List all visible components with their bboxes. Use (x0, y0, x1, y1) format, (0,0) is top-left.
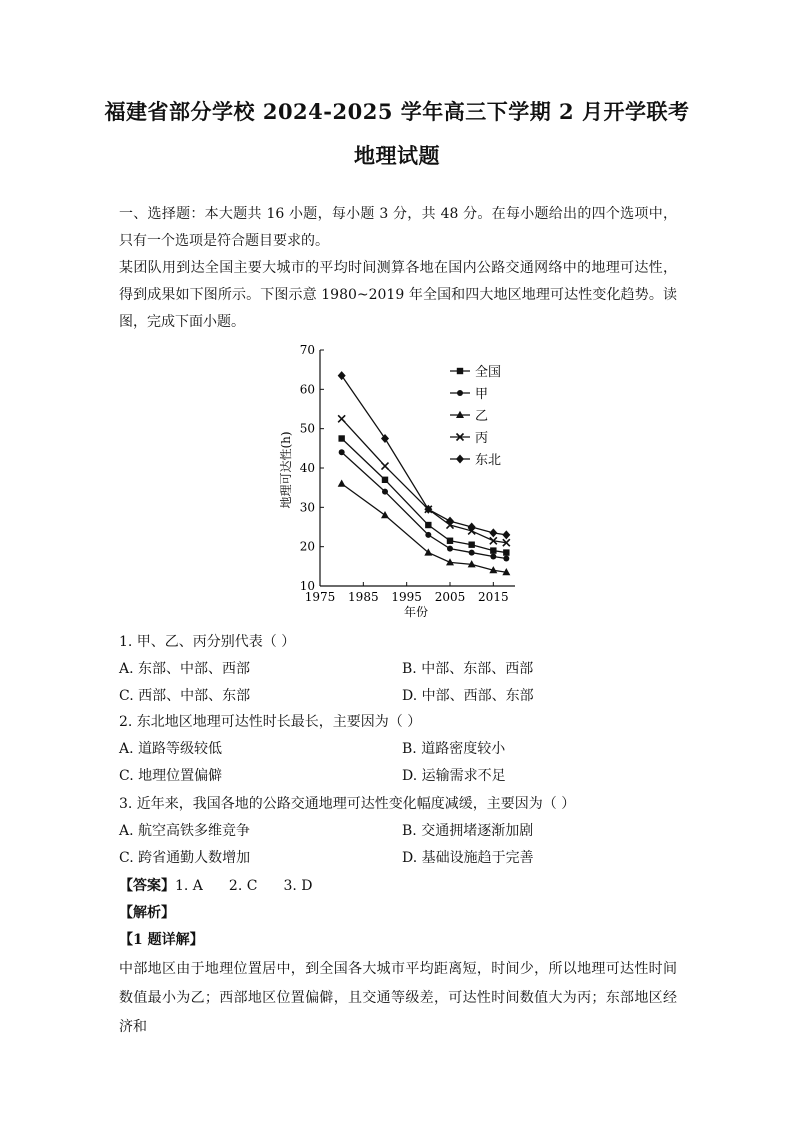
data-point-diamond (446, 517, 454, 526)
question-option: B. 交通拥堵逐渐加剧 (402, 823, 534, 839)
chart-xlabel: 年份 (403, 605, 429, 619)
data-point-square (468, 542, 474, 548)
page-title-line1: 福建省部分学校 2024-2025 学年高三下学期 2 月开学联考 (104, 99, 690, 124)
data-point-square (490, 547, 496, 553)
answer-item: 3. D (283, 878, 313, 894)
data-point-cross (338, 415, 345, 422)
x-tick-label: 2005 (434, 590, 466, 604)
page-title-line2: 地理试题 (354, 143, 440, 168)
question-stem: 2. 东北地区地理可达性时长最长，主要因为（ ） (119, 714, 422, 730)
y-tick-label: 50 (299, 421, 315, 436)
x-tick-label: 1995 (391, 590, 422, 604)
y-tick-label: 10 (299, 579, 315, 593)
question-option: B. 道路密度较小 (402, 741, 506, 757)
legend-label: 乙 (475, 409, 489, 424)
data-point-circle (490, 554, 496, 560)
question-option: D. 基础设施趋于完善 (402, 850, 534, 866)
legend-label: 全国 (475, 365, 502, 380)
analysis-label: 【解析】 (119, 905, 175, 921)
data-point-circle (457, 390, 463, 396)
question-stem: 3. 近年来，我国各地的公路交通地理可达性变化幅度减缓，主要因为（ ） (119, 796, 576, 812)
data-point-circle (339, 449, 345, 455)
analysis-sub-label: 【1 题详解】 (119, 932, 204, 948)
data-point-square (457, 368, 463, 374)
data-point-triangle (338, 480, 346, 487)
data-point-triangle (381, 511, 389, 518)
question-option: C. 地理位置偏僻 (119, 768, 223, 784)
question-stem: 1. 甲、乙、丙分别代表（ ） (119, 634, 296, 650)
accessibility-line-chart (270, 340, 530, 620)
data-point-diamond (456, 455, 464, 464)
question-option: A. 东部、中部、西部 (119, 661, 251, 677)
x-tick-label: 2015 (478, 590, 509, 604)
question-option: A. 道路等级较低 (119, 741, 223, 757)
legend-label: 甲 (475, 387, 489, 402)
data-point-square (447, 538, 453, 544)
data-point-diamond (502, 530, 510, 539)
y-tick-label: 70 (299, 343, 315, 357)
data-point-circle (447, 546, 453, 552)
answer-line (119, 876, 313, 896)
analysis-text: 中部地区由于地理位置居中，到全国各大城市平均距离短，时间少，所以地理可达性时间数值最小为乙；西部地区位置偏僻，且交通等级差，可达性时间数值大为丙；东部地区经济和 (119, 961, 677, 1035)
data-point-circle (469, 550, 475, 556)
data-point-circle (382, 489, 388, 495)
answer-label: 【答案】 (119, 878, 175, 894)
chart-ylabel: 地理可达性(h) (279, 431, 293, 509)
question-option: C. 西部、中部、东部 (119, 688, 251, 704)
data-point-circle (503, 555, 509, 561)
y-tick-label: 20 (299, 539, 315, 554)
y-tick-label: 30 (299, 500, 315, 515)
legend-label: 丙 (475, 431, 489, 446)
x-tick-label: 1975 (304, 590, 336, 604)
answer-item: 1. A (175, 878, 203, 894)
data-point-cross (382, 463, 389, 470)
data-point-square (382, 477, 388, 483)
question-material: 某团队用到达全国主要大城市的平均时间测算各地在国内公路交通网络中的地理可达性，得到成果如下图所示。下图示意 1980~2019 年全国和四大地区地理可达性变化趋势。读图，完成下面小题。 (119, 260, 677, 330)
y-tick-label: 60 (299, 382, 315, 397)
question-option: C. 跨省通勤人数增加 (119, 850, 251, 866)
question-option: B. 中部、东部、西部 (402, 661, 534, 677)
question-option: D. 中部、西部、东部 (402, 688, 534, 704)
question-option: D. 运输需求不足 (402, 768, 506, 784)
x-tick-label: 1985 (348, 590, 379, 604)
data-point-circle (425, 532, 431, 538)
y-tick-label: 40 (299, 461, 315, 475)
legend-label: 东北 (475, 453, 502, 468)
answer-item: 2. C (228, 878, 258, 894)
data-point-diamond (489, 528, 497, 537)
data-point-square (338, 435, 344, 441)
data-point-square (503, 549, 509, 555)
question-option: A. 航空高铁多维竞争 (119, 823, 251, 839)
data-point-square (425, 522, 431, 528)
series-line-triangle (342, 484, 507, 573)
section-intro: 一、选择题：本大题共 16 小题，每小题 3 分，共 48 分。在每小题给出的四个选项中，只有一个选项是符合题目要求的。 (119, 206, 677, 249)
